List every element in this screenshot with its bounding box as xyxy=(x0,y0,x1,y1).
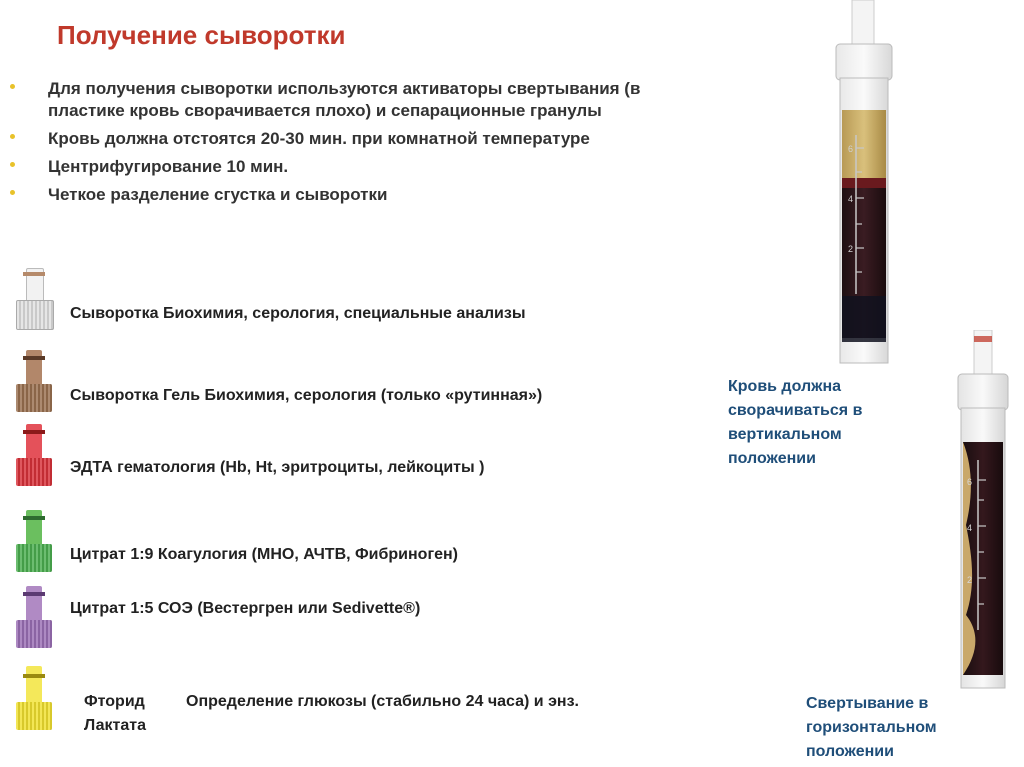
page-title: Получение сыворотки xyxy=(57,20,346,50)
tube-band xyxy=(23,674,45,678)
serum-tube-icon xyxy=(14,268,54,330)
tube-band xyxy=(23,272,45,276)
tube-plunger-band xyxy=(974,336,992,342)
fluoride-tube-icon xyxy=(14,666,54,732)
scale-mark-4: 4 xyxy=(967,523,973,533)
tube-plunger xyxy=(852,0,874,48)
scale-mark-6: 6 xyxy=(848,144,854,154)
note-line: горизонтальном xyxy=(806,719,937,736)
tube-cap xyxy=(16,300,54,330)
bullet-list xyxy=(10,78,650,212)
tube-label: Цитрат 1:5 СОЭ (Вестергрен или Sedivette®) xyxy=(70,600,421,617)
tube-cap xyxy=(16,702,52,730)
note-line: положении xyxy=(728,450,816,467)
note-line: положении xyxy=(806,743,894,760)
tube-cap xyxy=(16,544,52,572)
bullet-dot-icon xyxy=(10,162,15,167)
tube-label: ЭДТА гематология (Hb, Ht, эритроциты, лейкоциты ) xyxy=(70,459,485,476)
note-line: Свертывание в xyxy=(806,695,929,712)
bullet-text: Кровь должна отстоятся 20-30 мин. при комнатной температуре xyxy=(48,129,590,148)
edta-tube-icon xyxy=(14,424,54,488)
bullet-item xyxy=(10,128,650,150)
scale-mark-2: 2 xyxy=(848,244,854,254)
gel-serum-tube-icon xyxy=(14,350,54,414)
tube-top-cap xyxy=(836,44,892,80)
bullet-item xyxy=(10,156,650,178)
tube-label-glucose: Определение глюкозы (стабильно 24 часа) и энз. xyxy=(186,693,579,710)
tube-label: Сыворотка Биохимия, серология, специальные анализы xyxy=(70,305,526,322)
note-line: вертикальном xyxy=(728,426,842,443)
note-line: сворачиваться в xyxy=(728,402,863,419)
tube-band xyxy=(23,516,45,520)
bullet-dot-icon xyxy=(10,84,15,89)
tube-label: Цитрат 1:9 Коагулогия (МНО, АЧТВ, Фибриноген) xyxy=(70,546,458,563)
scale-mark-6: 6 xyxy=(967,477,973,487)
horizontal-clotting-note xyxy=(806,692,937,764)
bullet-text: Четкое разделение сгустка и сыворотки xyxy=(48,185,388,204)
horizontal-blood-tube-image xyxy=(952,330,1014,695)
tube-label: Сыворотка Гель Биохимия, серология (только «рутинная») xyxy=(70,387,543,404)
tube-band xyxy=(23,430,45,434)
citrate-1-9-tube-icon xyxy=(14,510,54,574)
scale-mark-2: 2 xyxy=(967,575,973,585)
tube-stem xyxy=(26,666,42,702)
scale-mark-4: 4 xyxy=(848,194,854,204)
tube-label-fluoride: Фторид xyxy=(84,693,145,710)
note-line: Кровь должна xyxy=(728,378,842,395)
tube-cap xyxy=(16,620,52,648)
tube-sediment xyxy=(842,296,886,342)
bullet-text: Для получения сыворотки используются активаторы свертывания (в пластике кровь сворачивается плохо) и сепарационные гранулы xyxy=(48,79,641,120)
bullet-item xyxy=(10,184,650,206)
bullet-dot-icon xyxy=(10,134,15,139)
tube-cap xyxy=(16,458,52,486)
tube-top-cap xyxy=(958,374,1008,410)
vertical-blood-tube-image xyxy=(828,0,900,365)
tube-cap xyxy=(16,384,52,412)
bullet-dot-icon xyxy=(10,190,15,195)
bullet-text: Центрифугирование 10 мин. xyxy=(48,157,289,176)
bullet-item xyxy=(10,78,650,122)
tube-band xyxy=(23,356,45,360)
tube-band xyxy=(23,592,45,596)
citrate-1-5-tube-icon xyxy=(14,586,54,650)
tube-label-lactate: Лактата xyxy=(84,717,146,734)
vertical-clotting-note xyxy=(728,375,862,471)
